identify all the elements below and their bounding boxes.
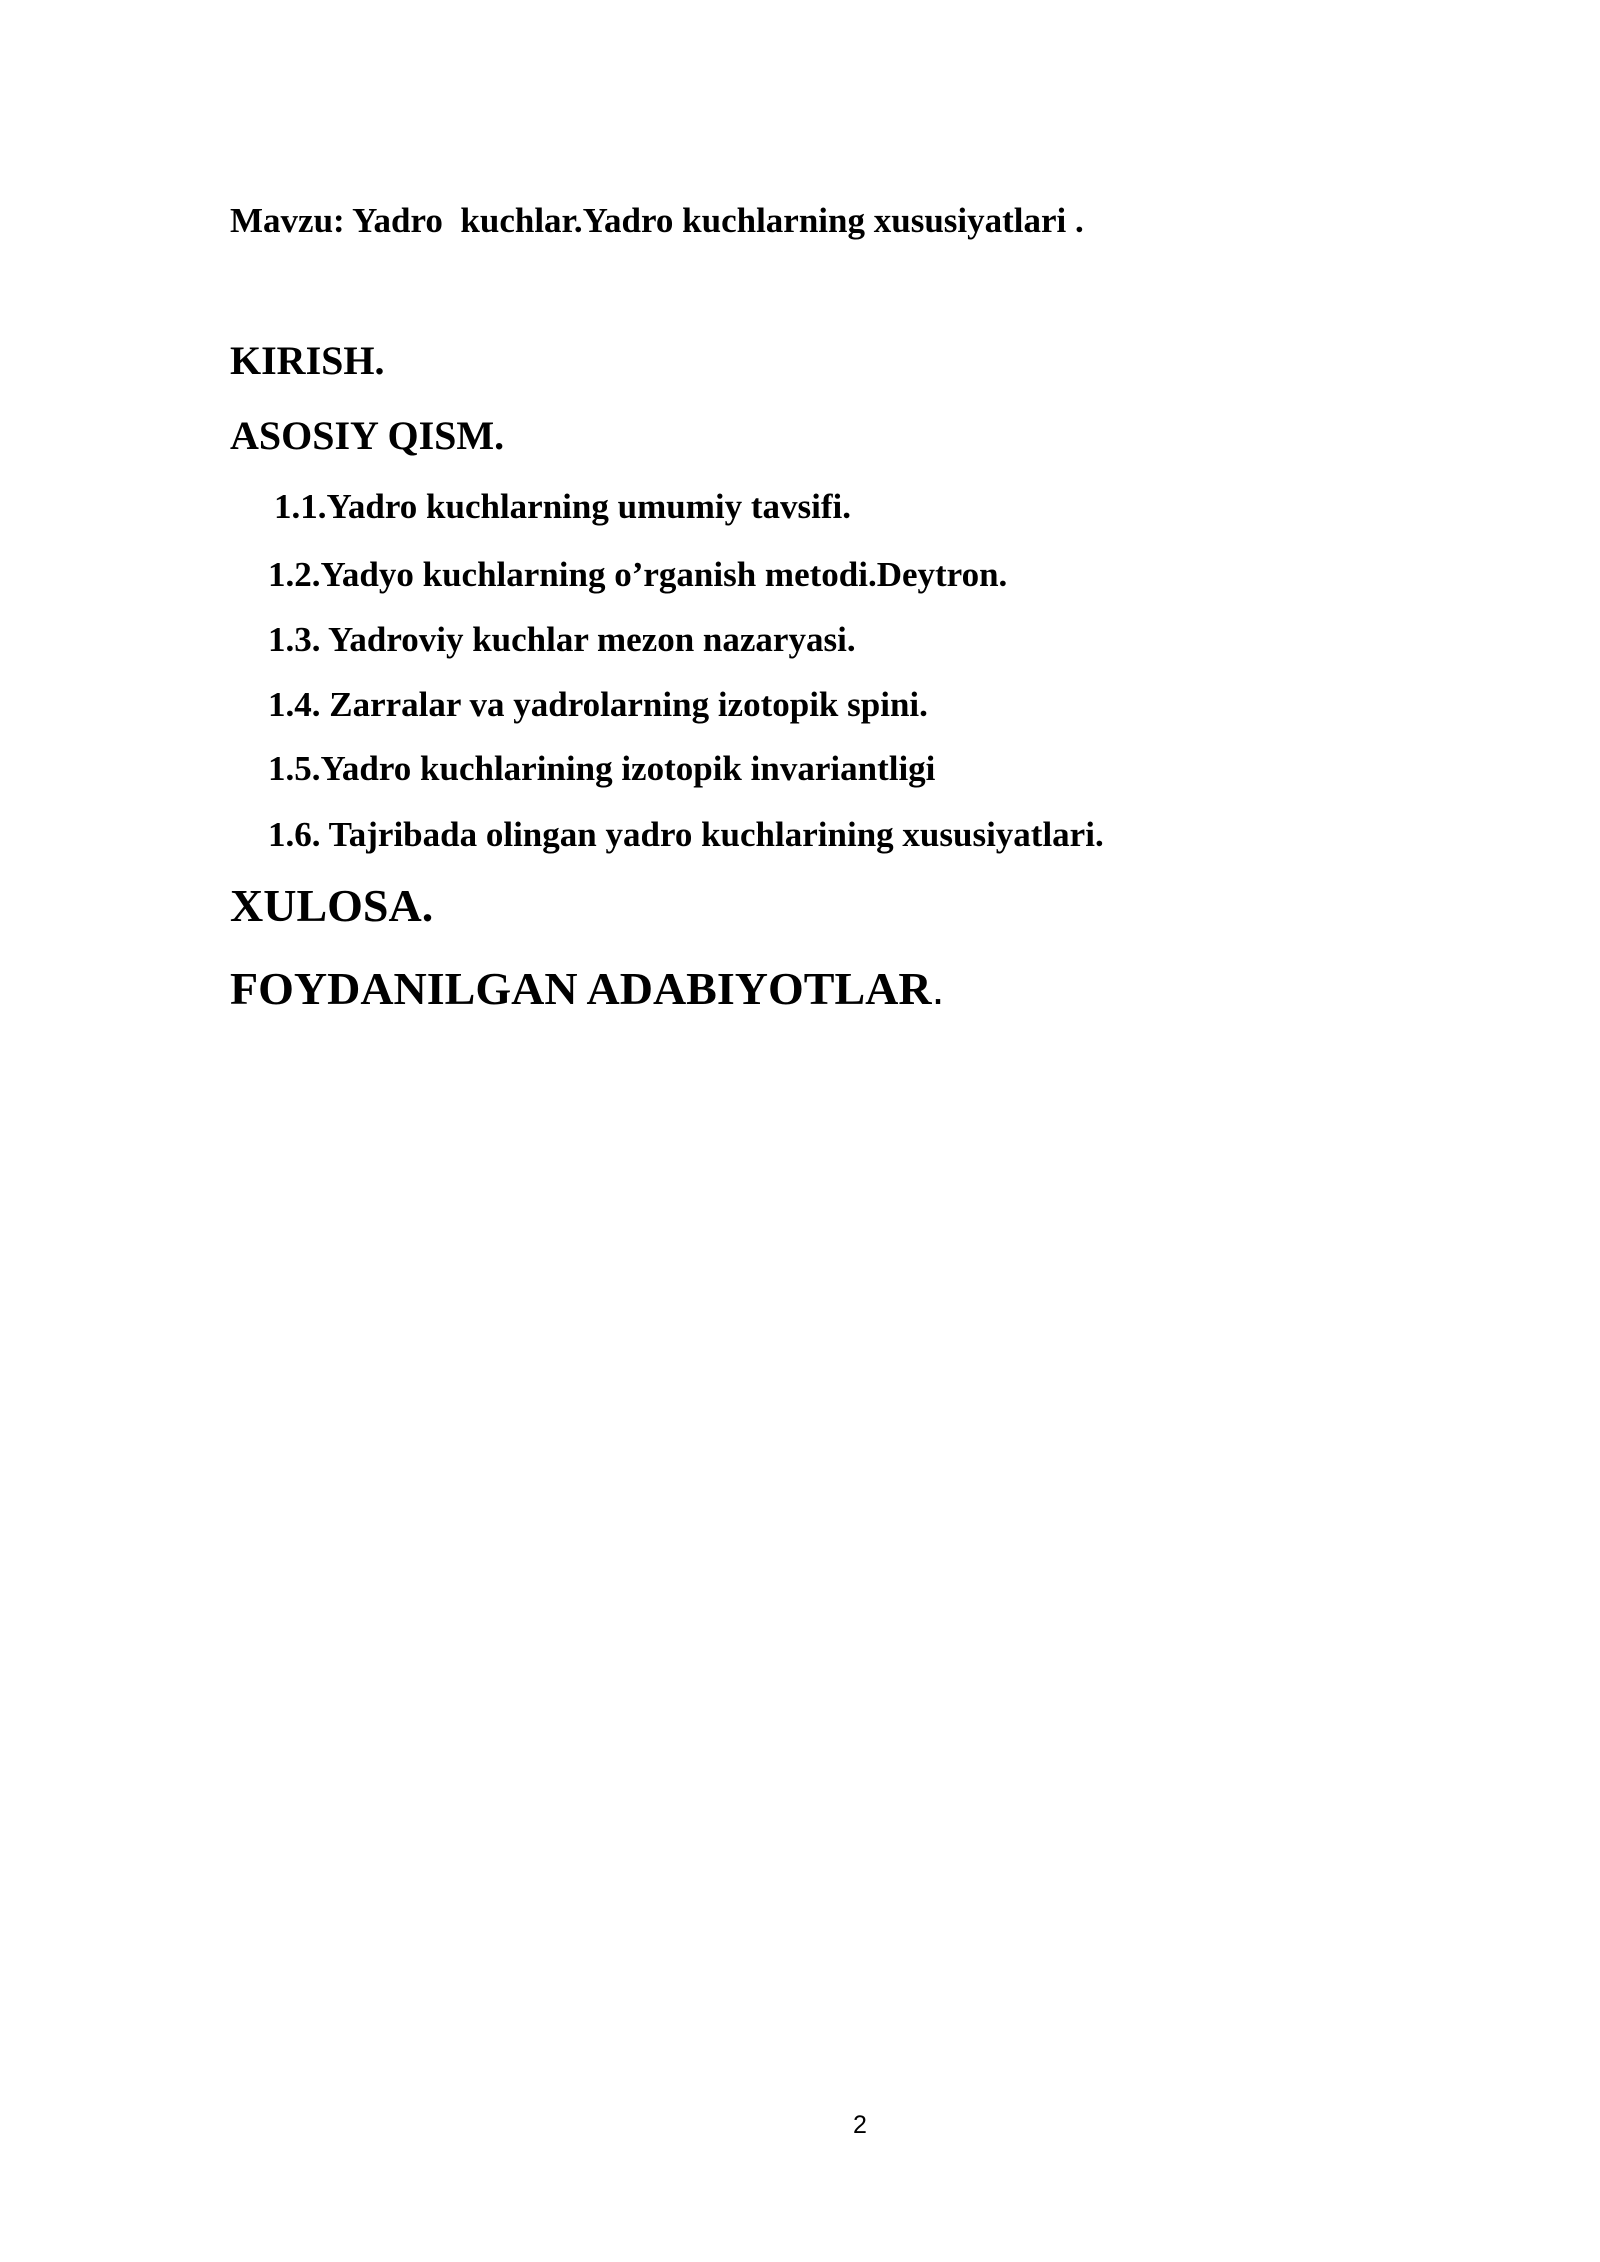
topic-line: Mavzu: Yadro kuchlar.Yadro kuchlarning xususiyatlari . [230, 201, 1084, 240]
heading-references-text: FOYDANILGAN ADABIYOTLAR [230, 963, 932, 1014]
heading-introduction: KIRISH. [230, 338, 385, 383]
toc-item: 1.3. Yadroviy kuchlar mezon nazaryasi. [268, 620, 856, 659]
toc-item: 1.5.Yadro kuchlarining izotopik invariantligi [268, 749, 936, 788]
heading-main-part: ASOSIY QISM. [230, 413, 505, 458]
toc-item: 1.6. Tajribada olingan yadro kuchlarining xususiyatlari. [268, 815, 1104, 854]
toc-item: 1.1.Yadro kuchlarning umumiy tavsifi. [274, 487, 851, 526]
toc-item: 1.2.Yadyo kuchlarning o’rganish metodi.Deytron. [268, 555, 1008, 594]
heading-references-period: . [931, 962, 945, 1014]
page-number: 2 [853, 2111, 867, 2139]
toc-item: 1.4. Zarralar va yadrolarning izotopik spini. [268, 685, 928, 724]
heading-conclusion: XULOSA. [230, 880, 434, 931]
heading-references [230, 961, 944, 1016]
